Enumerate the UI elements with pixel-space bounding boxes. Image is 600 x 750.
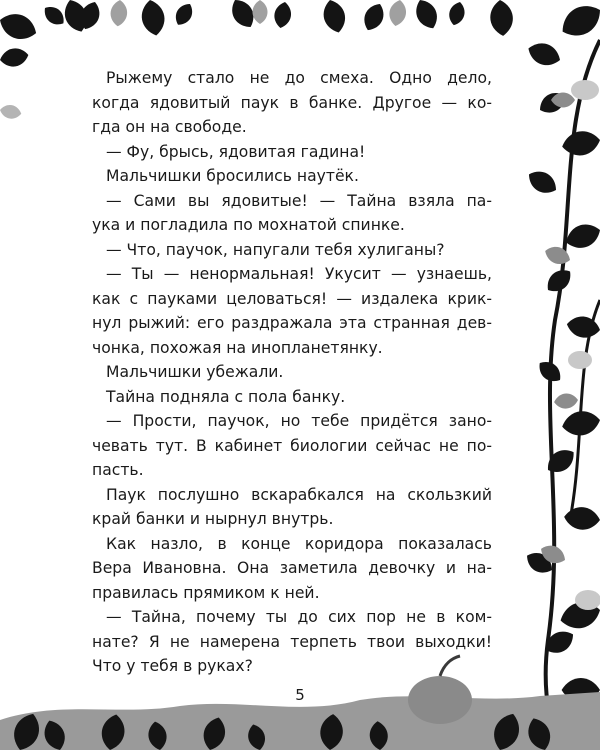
text-line: — Тайна, почему ты до сих пор не в ком- (106, 608, 492, 626)
text-line: Мальчишки убежали. (106, 363, 284, 381)
text-line: Тайна подняла с пола банку. (106, 387, 346, 406)
text-line: как с пауками целоваться! — издалека крик- (92, 289, 492, 308)
text-line: — Прости, паучок, но тебе придётся зано- (106, 412, 492, 430)
text-line: нате? Я не намерена терпеть твои выходки! (92, 632, 492, 651)
text-line: Рыжему стало не до смеха. Одно дело, (106, 69, 492, 87)
top-foliage (60, 0, 514, 37)
text-line: чевать тут. В кабинет биологии сейчас не по- (92, 436, 492, 455)
text-line: Что у тебя в руках? (92, 657, 253, 675)
text-line: — Что, паучок, напугали тебя хулиганы? (106, 240, 445, 259)
text-line: когда ядовитый паук в банке. Другое — ко- (92, 93, 492, 112)
text-line: Мальчишки бросились наутёк. (106, 167, 359, 185)
text-line: — Ты — ненормальная! Укусит — узнаешь, (106, 265, 492, 283)
text-line: чонка, похожая на инопланетянку. (92, 338, 383, 357)
page-number: 5 (295, 686, 305, 704)
story-text (92, 66, 492, 679)
left-foliage-gray (0, 103, 22, 120)
text-line: Паук послушно вскарабкался на скользкий (106, 485, 492, 504)
text-line: нул рыжий: его раздражала эта странная дев- (92, 314, 492, 332)
text-line: Вера Ивановна. Она заметила девочку и на- (92, 559, 492, 577)
text-line: ука и погладила по мохнатой спинке. (92, 216, 405, 234)
text-line: — Фу, брысь, ядовитая гадина! (106, 142, 366, 161)
text-line: правилась прямиком к ней. (92, 583, 320, 602)
text-line: пасть. (92, 461, 144, 479)
left-foliage (0, 2, 68, 69)
text-line: Как назло, в конце коридора показалась (106, 534, 492, 553)
text-line: край банки и нырнул внутрь. (92, 510, 334, 528)
text-line: — Сами вы ядовитые! — Тайна взяла па- (106, 191, 492, 210)
text-line: гда он на свободе. (92, 118, 247, 136)
